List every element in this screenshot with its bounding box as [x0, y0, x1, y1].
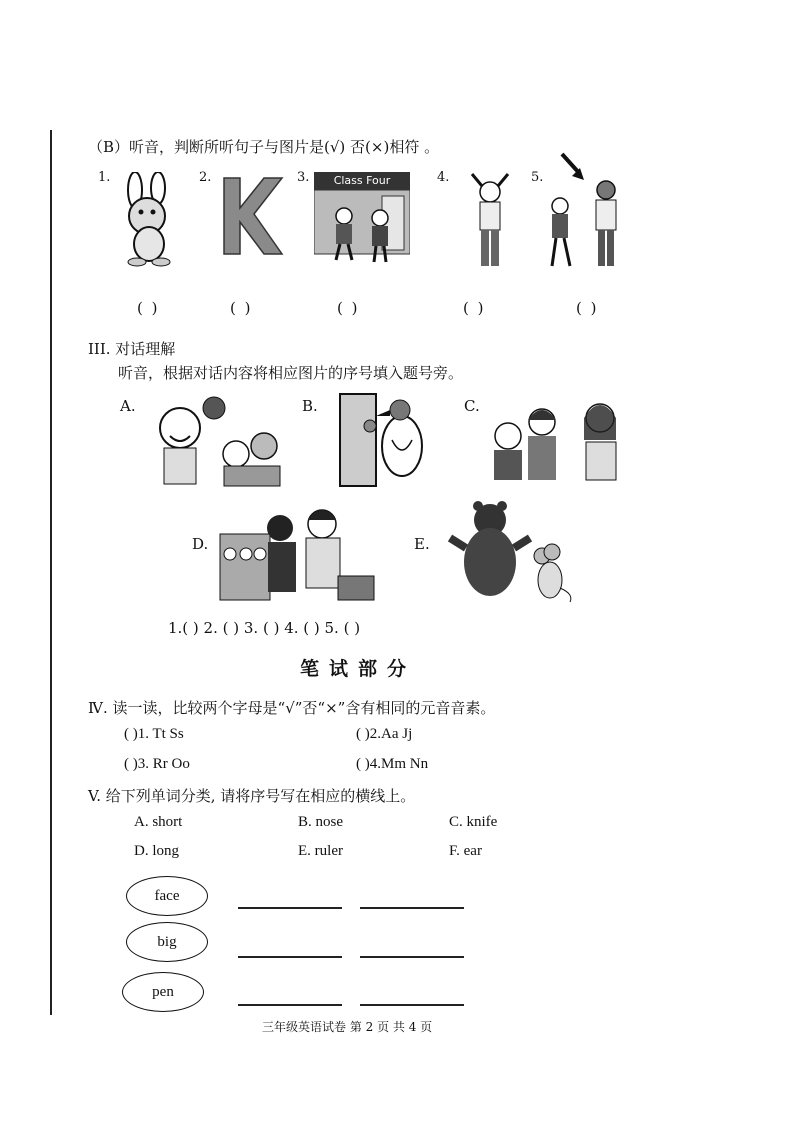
rabbit-picture [113, 172, 185, 268]
answer-blank-face-2[interactable] [360, 907, 464, 909]
item-2-number: 2. [199, 170, 212, 185]
picture-label-b: B. [302, 397, 318, 415]
word-option-e: E. ruler [298, 843, 343, 859]
pair-row-1-right[interactable]: ( )2.Aa Jj [356, 726, 413, 742]
class-four-sign: Class Four [333, 174, 391, 187]
section-iv-heading: Ⅳ. 读一读，比较两个字母是“√”否“×”含有相同的元音音素。 [88, 699, 496, 717]
section-iii-answers[interactable]: 1.( ) 2. ( ) 3. ( ) 4. ( ) 5. ( ) [168, 619, 361, 637]
margin-line [50, 130, 52, 1015]
word-option-b: B. nose [298, 814, 343, 830]
section-b-heading: （B）听音，判断所听句子与图片是(√) 否(×)相符 。 [88, 138, 440, 156]
picture-label-e: E. [414, 535, 430, 553]
answer-blank-pen-1[interactable] [238, 1004, 342, 1006]
pair-row-2-right[interactable]: ( )4.Mm Nn [356, 756, 429, 772]
section-v-heading: V. 给下列单词分类, 请将序号写在相应的横线上。 [88, 787, 416, 805]
section-iii-instruction: 听音，根据对话内容将相应图片的序号填入题号旁。 [118, 364, 464, 382]
item-4-number: 4. [437, 170, 450, 185]
picture-label-c: C. [464, 397, 480, 415]
picture-label-a: A. [120, 397, 136, 415]
answer-paren-1[interactable]: ( ) [137, 299, 160, 317]
word-option-d: D. long [134, 843, 179, 859]
two-people-pointing-picture [540, 152, 636, 272]
answer-blank-face-1[interactable] [238, 907, 342, 909]
page-footer: 三年级英语试卷 第 2 页 共 4 页 [262, 1020, 433, 1034]
picture-label-d: D. [192, 535, 209, 553]
category-oval-face: face [126, 876, 208, 916]
category-oval-big: big [126, 922, 208, 962]
answer-paren-2[interactable]: ( ) [230, 299, 253, 317]
item-1-number: 1. [98, 170, 111, 185]
answer-blank-big-2[interactable] [360, 956, 464, 958]
written-part-title: 笔试部分 [300, 658, 417, 680]
word-option-f: F. ear [449, 843, 482, 859]
person-arms-up-picture [466, 172, 514, 272]
kids-waving-picture [150, 390, 285, 488]
three-kids-picture [488, 392, 626, 482]
answer-paren-3[interactable]: ( ) [337, 299, 360, 317]
answer-blank-pen-2[interactable] [360, 1004, 464, 1006]
section-iii-heading: III. 对话理解 [88, 340, 176, 358]
answer-paren-5[interactable]: ( ) [576, 299, 599, 317]
answer-paren-4[interactable]: ( ) [463, 299, 486, 317]
word-option-a: A. short [134, 814, 183, 830]
woodpecker-picture [336, 390, 432, 488]
answer-blank-big-1[interactable] [238, 956, 342, 958]
pair-row-2-left[interactable]: ( )3. Rr Oo [124, 756, 190, 772]
item-3-number: 3. [297, 170, 310, 185]
item-5-number: 5. [531, 170, 544, 185]
category-oval-pen: pen [122, 972, 204, 1012]
pair-row-1-left[interactable]: ( )1. Tt Ss [124, 726, 184, 742]
letter-k-picture [220, 176, 284, 256]
word-option-c: C. knife [449, 814, 498, 830]
bear-and-mouse-picture [444, 498, 580, 604]
teacher-student-picture [218, 494, 378, 604]
